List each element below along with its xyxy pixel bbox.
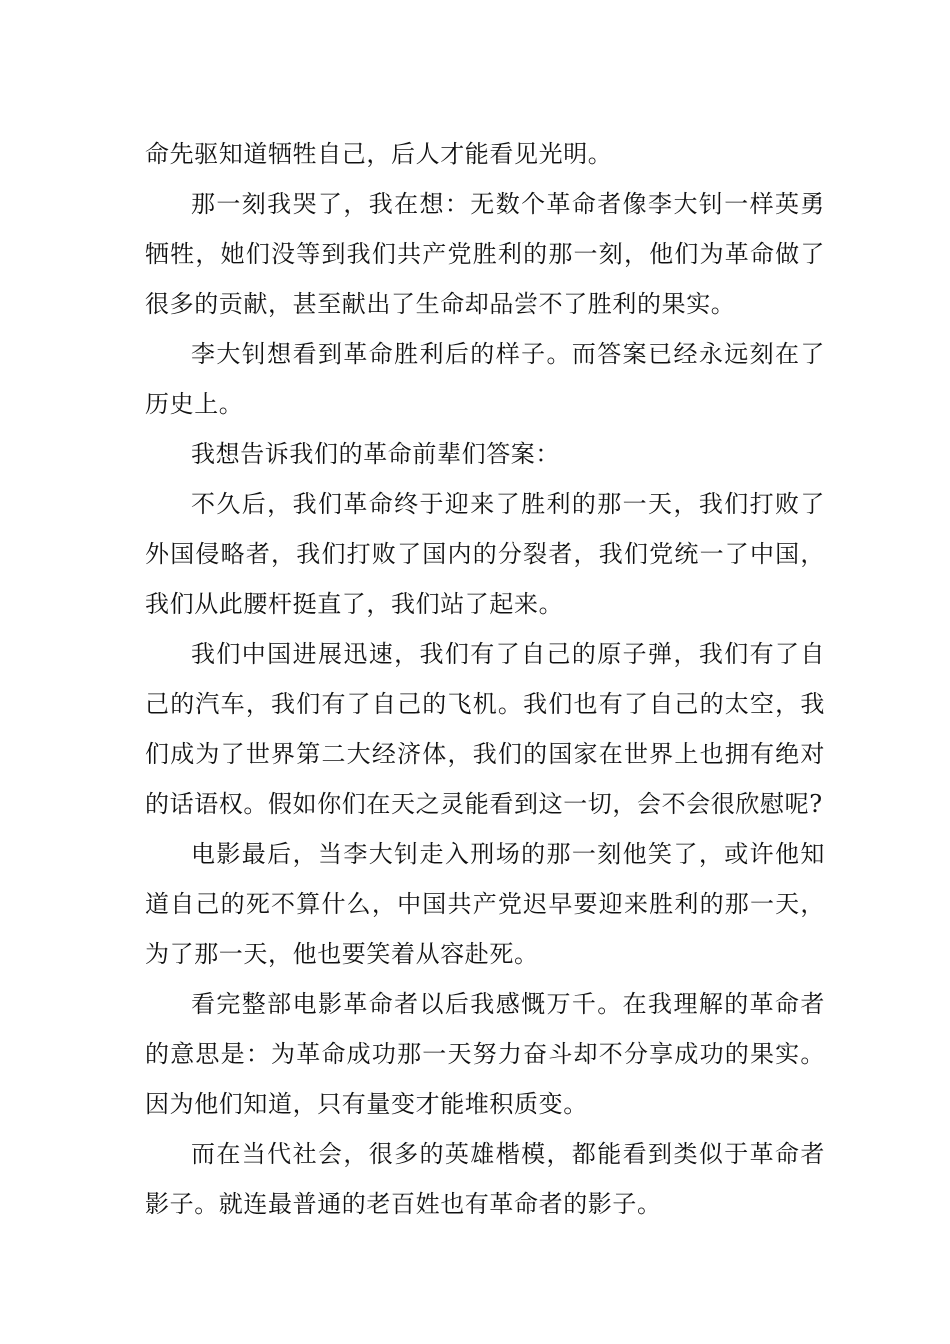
paragraph: 电影最后，当李大钊走入刑场的那一刻他笑了，或许他知道自己的死不算什么，中国共产党迟早要迎来胜利的那一天，为了那一天，他也要笑着从容赴死。: [145, 840, 825, 968]
paragraph: 我想告诉我们的革命前辈们答案：: [191, 440, 560, 468]
paragraph: 李大钊想看到革命胜利后的样子。而答案已经永远刻在了历史上。: [145, 340, 825, 418]
paragraph: 不久后，我们革命终于迎来了胜利的那一天，我们打败了外国侵略者，我们打败了国内的分裂者，我们党统一了中国，我们从此腰杆挺直了，我们站了起来。: [145, 490, 825, 618]
paragraph: 那一刻我哭了，我在想：无数个革命者像李大钊一样英勇牺牲，她们没等到我们共产党胜利的那一刻，他们为革命做了很多的贡献，甚至献出了生命却品尝不了胜利的果实。: [145, 190, 825, 318]
paragraph: 而在当代社会，很多的英雄楷模，都能看到类似于革命者影子。就连最普通的老百姓也有革命者的影子。: [145, 1140, 825, 1218]
paragraph-continuation: 命先驱知道牺牲自己，后人才能看见光明。: [145, 140, 613, 168]
paragraph: 看完整部电影革命者以后我感慨万千。在我理解的革命者的意思是：为革命成功那一天努力奋斗却不分享成功的果实。因为他们知道，只有量变才能堆积质变。: [145, 990, 825, 1118]
document-body: [145, 129, 825, 1229]
paragraph: 我们中国进展迅速，我们有了自己的原子弹，我们有了自己的汽车，我们有了自己的飞机。我们也有了自己的太空，我们成为了世界第二大经济体，我们的国家在世界上也拥有绝对的话语权。假如你们在天之灵能看到这一切，会不会很欣慰呢?: [145, 640, 825, 818]
